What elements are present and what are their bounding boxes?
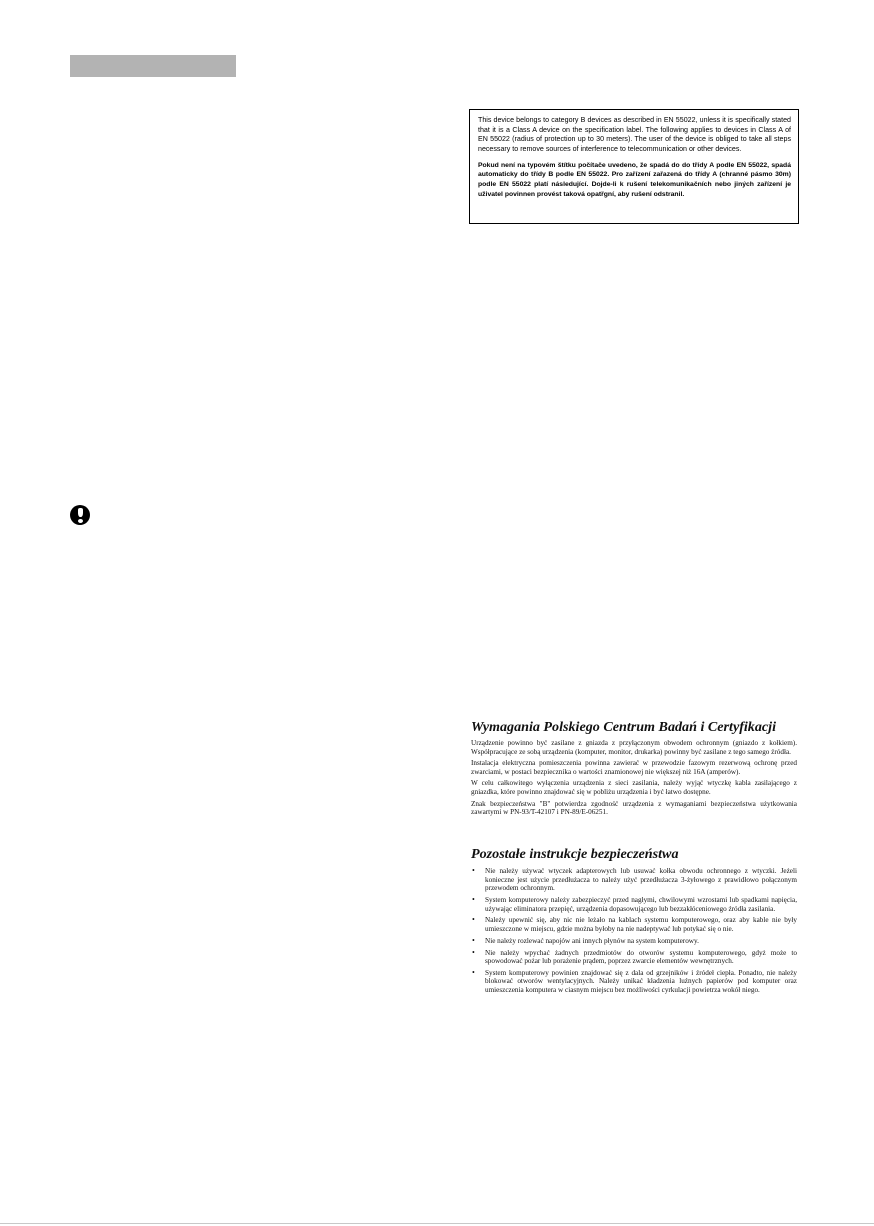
bullet-icon: •: [472, 866, 475, 875]
polish-requirements-heading: Wymagania Polskiego Centrum Badań i Certyfikacji: [471, 719, 776, 735]
safety-bullet-list: [471, 867, 797, 995]
safety-bullet-text: Nie należy wpychać żadnych przedmiotów do otworów systemu komputerowego, gdyż może to spowodować pożar lub porażenie prądem, poprzez zwarcie elementów wewnętrznych.: [485, 948, 797, 966]
caution-exclamation-icon: [70, 505, 90, 525]
polish-requirements-paragraph: Znak bezpieczeństwa "B" potwierdza zgodność urządzenia z wymaganiami bezpieczeństwa użytkowania zawartymi w PN-93/T-42107 i PN-89/E-06251.: [471, 799, 797, 817]
safety-bullet-text: System komputerowy powinien znajdować się z dala od grzejników i źródeł ciepła. Ponadto, nie należy blokować otworów wentylacyjnych. Należy unikać kładzenia luźnych papierów pod komputer oraz umieszczenia komputera w ciasnym miejscu bez możliwości cyrkulacji powietrza wokół niego.: [485, 968, 797, 995]
polish-requirements-paragraph: Urządzenie powinno być zasilane z gniazda z przyłączonym obwodem ochronnym (gniazdo z kołkiem). Współpracujące ze sobą urządzenia (komputer, monitor, drukarka) powinny być zasilane z tego samego źródła.: [471, 739, 797, 756]
other-safety-heading: Pozostałe instrukcje bezpieczeństwa: [471, 846, 679, 862]
safety-bullet-text: Nie należy rozlewać napojów ani innych płynów na system komputerowy.: [485, 936, 699, 945]
safety-bullet-item: [471, 867, 797, 893]
safety-bullet-item: [471, 949, 797, 966]
section-header-bar: [70, 55, 236, 77]
other-safety-section: [471, 845, 797, 998]
bullet-icon: •: [472, 894, 475, 904]
safety-bullet-text: Nie należy używać wtyczek adapterowych lub usuwać kołka obwodu ochronnego z wtyczki. Jeżeli konieczne jest użycie przedłużacza to należy użyć przedłużacza 3-żyłowego z prawidłowo połączonym przewodem ochronnym.: [485, 867, 797, 893]
bullet-icon: •: [472, 967, 475, 977]
bullet-icon: •: [472, 947, 475, 957]
polish-requirements-paragraph: W celu całkowitego wyłączenia urządzenia z sieci zasilania, należy wyjąć wtyczkę kabla zasilającego z gniazdka, które powinno znajdować się w pobliżu urządzenia i być łatwo dostępne.: [471, 779, 797, 796]
polish-requirements-section: [471, 718, 797, 817]
bullet-icon: •: [472, 915, 475, 925]
page-bottom-rule: [0, 1223, 874, 1224]
safety-bullet-text: System komputerowy należy zabezpieczyć przed nagłymi, chwilowymi wzrostami lub spadkami napięcia, używając eliminatora przepięć, urządzenia dopasowującego lub bezzakłóceniowego źródła zasilania.: [485, 895, 797, 913]
safety-bullet-item: [471, 916, 797, 933]
safety-bullet-item: [471, 937, 797, 946]
emc-notice-english: This device belongs to category B devices as described in EN 55022, unless it is specifically stated that it is a Class A device on the specification label. The following applies to devices in Class A of EN 55022 (radius of protection up to 30 meters). The user of the device is obliged to take all steps necessary to remove sources of interference to telecommunication or other devices.: [478, 116, 791, 154]
emc-notice-box: [469, 109, 799, 224]
safety-bullet-text: Należy upewnić się, aby nic nie leżało na kablach systemu komputerowego, oraz aby kable nie były umieszczone w miejscu, gdzie można byłoby na nie nadeptywać lub potykać się o nie.: [485, 916, 797, 933]
polish-requirements-paragraph: Instalacja elektryczna pomieszczenia powinna zawierać w przewodzie fazowym rezerwową ochronę przed zwarciami, w postaci bezpiecznika o wartości znamionowej nie większej niż 16A (amperów).: [471, 759, 797, 776]
safety-bullet-item: [471, 896, 797, 913]
bullet-icon: •: [472, 935, 475, 945]
emc-notice-czech: Pokud není na typovém štítku počítače uvedeno, že spadá do do třídy A podle EN 55022, spadá automaticky do třídy B podle EN 55022. Pro zařízení zařazená do třídy A (chranné pásmo 30m) podle EN 55022 platí následující. Dojde-li k rušení telekomunikačních nebo jiných zařízení je uživatel povinnen provést taková opatřgní, aby rušení odstranil.: [478, 161, 791, 198]
safety-bullet-item: [471, 969, 797, 995]
